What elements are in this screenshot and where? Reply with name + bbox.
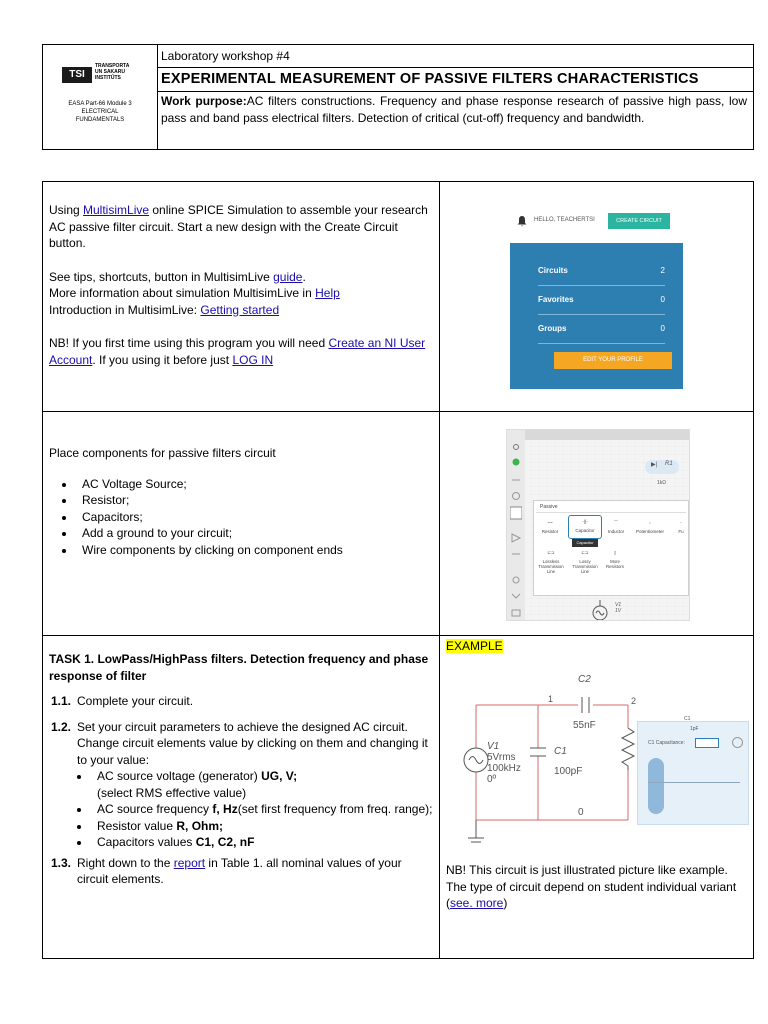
capacitance-popup: C1 1pF C1 Capacitance: <box>637 721 749 825</box>
example-label: EXAMPLE <box>446 639 503 653</box>
resistor-symbol: R1 ▶| <box>645 460 679 474</box>
setup-screenshot-cell <box>440 182 753 411</box>
work-purpose: Work purpose:AC filters constructions. Frequency and phase response research of passive high pass, low pass and band pass electrical filters. Detection of critical (cut-off) frequency and bandwidth. <box>161 94 747 125</box>
help-line: More information about simulation MultisimLive in Help <box>49 286 340 300</box>
list-item: • AC source frequency f, Hz(set first frequency from freq. range); <box>91 801 433 818</box>
ac-source-icon <box>589 600 611 620</box>
list-item: • Resistor; <box>76 492 434 509</box>
see-more-link[interactable]: see. more <box>450 896 504 910</box>
list-item: • Resistor value R, Ohm; <box>91 818 433 835</box>
v1-parameters: V1 5Vrms 100kHz 0º <box>487 741 521 785</box>
greeting-text: HELLO, TEACHERTSI <box>534 217 595 223</box>
fuse-tool[interactable]: - Fu <box>678 520 684 534</box>
inductor-tool[interactable]: ⌒ Inductor <box>607 520 625 534</box>
intro-paragraph: Using MultisimLive online SPICE Simulation to assemble your research AC passive filter circuit. Start a new design with the Create Circuit button. <box>49 203 428 250</box>
v1-label: V1 1V <box>615 602 622 614</box>
panel-title: Passive <box>540 504 558 510</box>
potentiometer-tool[interactable]: ↓ Potentiometer <box>635 520 664 534</box>
guide-link[interactable]: guide <box>273 269 303 284</box>
more-resistors-tool[interactable]: ▯ More Resistors <box>606 550 624 569</box>
task1-title: TASK 1. LowPass/HighPass filters. Detection frequency and phase response of filter <box>49 652 429 683</box>
capacitance-slider[interactable] <box>648 758 664 814</box>
toolbar-icons <box>510 442 522 618</box>
close-icon[interactable] <box>732 737 743 748</box>
logo-cell <box>43 45 158 149</box>
create-circuit-button[interactable]: CREATE CIRCUIT <box>608 213 670 229</box>
list-item: • Capacitors; <box>76 509 434 526</box>
list-item: • Add a ground to your circuit; <box>76 525 434 542</box>
report-link[interactable]: report <box>173 855 206 870</box>
resistor-tool[interactable]: ~~ Resistor <box>541 520 559 534</box>
nb-example-note: NB! This circuit is just illustrated picture like example. The type of circuit depend on student individual variant (see. more) <box>446 863 737 910</box>
list-item: • Capacitors values C1, C2, nF <box>91 834 433 851</box>
row-setup <box>43 182 753 412</box>
row-components <box>43 411 753 636</box>
node-2-label: 2 <box>631 696 637 706</box>
c1-label: C1 <box>554 746 567 757</box>
multisimlive-link[interactable]: MultisimLive <box>83 203 150 217</box>
row-task1 <box>43 635 753 959</box>
c1-value: 100pF <box>554 766 583 777</box>
dashboard-panel <box>510 243 683 389</box>
bell-icon <box>516 215 528 227</box>
help-link[interactable]: Help <box>315 286 340 300</box>
node-1-label: 1 <box>548 694 554 704</box>
step-1-3: 1.3. Right down to the report in Table 1. all nominal values of your circuit elements. <box>51 855 402 886</box>
lossy-line-tool[interactable]: ⊏⊐ Lossy Transmission Line <box>572 550 598 574</box>
groups-item[interactable]: 0 Groups <box>538 315 665 344</box>
c2-label: C2 <box>578 674 591 685</box>
popup-title: C1 Capacitance: <box>648 740 685 746</box>
c2-value: 55nF <box>573 720 596 731</box>
main-table <box>42 181 754 959</box>
login-link[interactable]: LOG IN <box>232 352 274 367</box>
edit-profile-button[interactable]: EDIT YOUR PROFILE <box>554 352 672 369</box>
passive-panel <box>533 500 689 596</box>
favorites-item[interactable]: 0 Favorites <box>538 286 665 315</box>
list-item: • Wire components by clicking on component ends <box>76 542 434 559</box>
setup-text-cell <box>43 182 440 411</box>
workshop-label: Laboratory workshop #4 <box>157 45 753 68</box>
capacitor-tooltip: Capacitor <box>572 539 598 547</box>
circuits-item[interactable]: 2 Circuits <box>538 257 665 286</box>
components-screenshot-cell <box>440 411 753 635</box>
list-item: • AC source voltage (generator) UG, V; (select RMS effective value) <box>91 768 433 801</box>
capacitor-tool[interactable]: -|(- Capacitor <box>568 515 602 539</box>
components-list <box>49 476 434 559</box>
nb-account-paragraph: NB! If you first time using this program you will need Create an NI User Account. If you using it before just LOG IN <box>49 336 426 367</box>
components-text-cell <box>43 411 440 635</box>
capacitance-input[interactable] <box>695 738 719 748</box>
getting-started-link[interactable]: Getting started <box>200 302 280 317</box>
example-circuit-diagram <box>450 670 640 860</box>
institute-name: TRANSPORTA UN SAKARU INSTITŪTS <box>95 63 130 81</box>
page-title: EXPERIMENTAL MEASUREMENT OF PASSIVE FILTERS CHARACTERISTICS <box>157 67 753 92</box>
step-1-2: 1.2. Set your circuit parameters to achieve the designed AC circuit. Change circuit elements value by clicking on them and changing it to your value: <box>51 719 428 767</box>
getting-started-line: Introduction in MultisimLive: Getting started <box>49 302 280 317</box>
tsi-logo: TSI <box>62 67 92 83</box>
step-1-1: 1.1. Complete your circuit. <box>51 694 194 708</box>
guide-line: See tips, shortcuts, button in MultisimLive guide. <box>49 269 306 284</box>
create-account-link[interactable]: Create an NI User Account <box>49 336 426 367</box>
list-item: • AC Voltage Source; <box>76 476 434 493</box>
task1-text-cell <box>43 635 440 959</box>
task1-example-cell <box>440 635 753 959</box>
module-info: EASA Part-66 Module 3 ELECTRICAL FUNDAMENTALS <box>68 101 132 123</box>
lossless-line-tool[interactable]: ⊏⊐ Lossless Transmission Line <box>538 550 564 574</box>
parameters-list <box>49 768 433 851</box>
header-table <box>42 44 754 150</box>
component-palette-screenshot: R1 ▶| 1kΩ Passive ~~ Resistor -|(- Capacitor ⌒ Inductor ↓ Potentiometer - Fu Capacitor ⊏⊐ Lossless Transmission Line ⊏⊐ Lossy Transmission Line ▯ More Resistors V1 1V <box>506 429 690 621</box>
components-intro: Place components for passive filters circuit <box>49 446 276 460</box>
node-0-label: 0 <box>578 807 584 818</box>
